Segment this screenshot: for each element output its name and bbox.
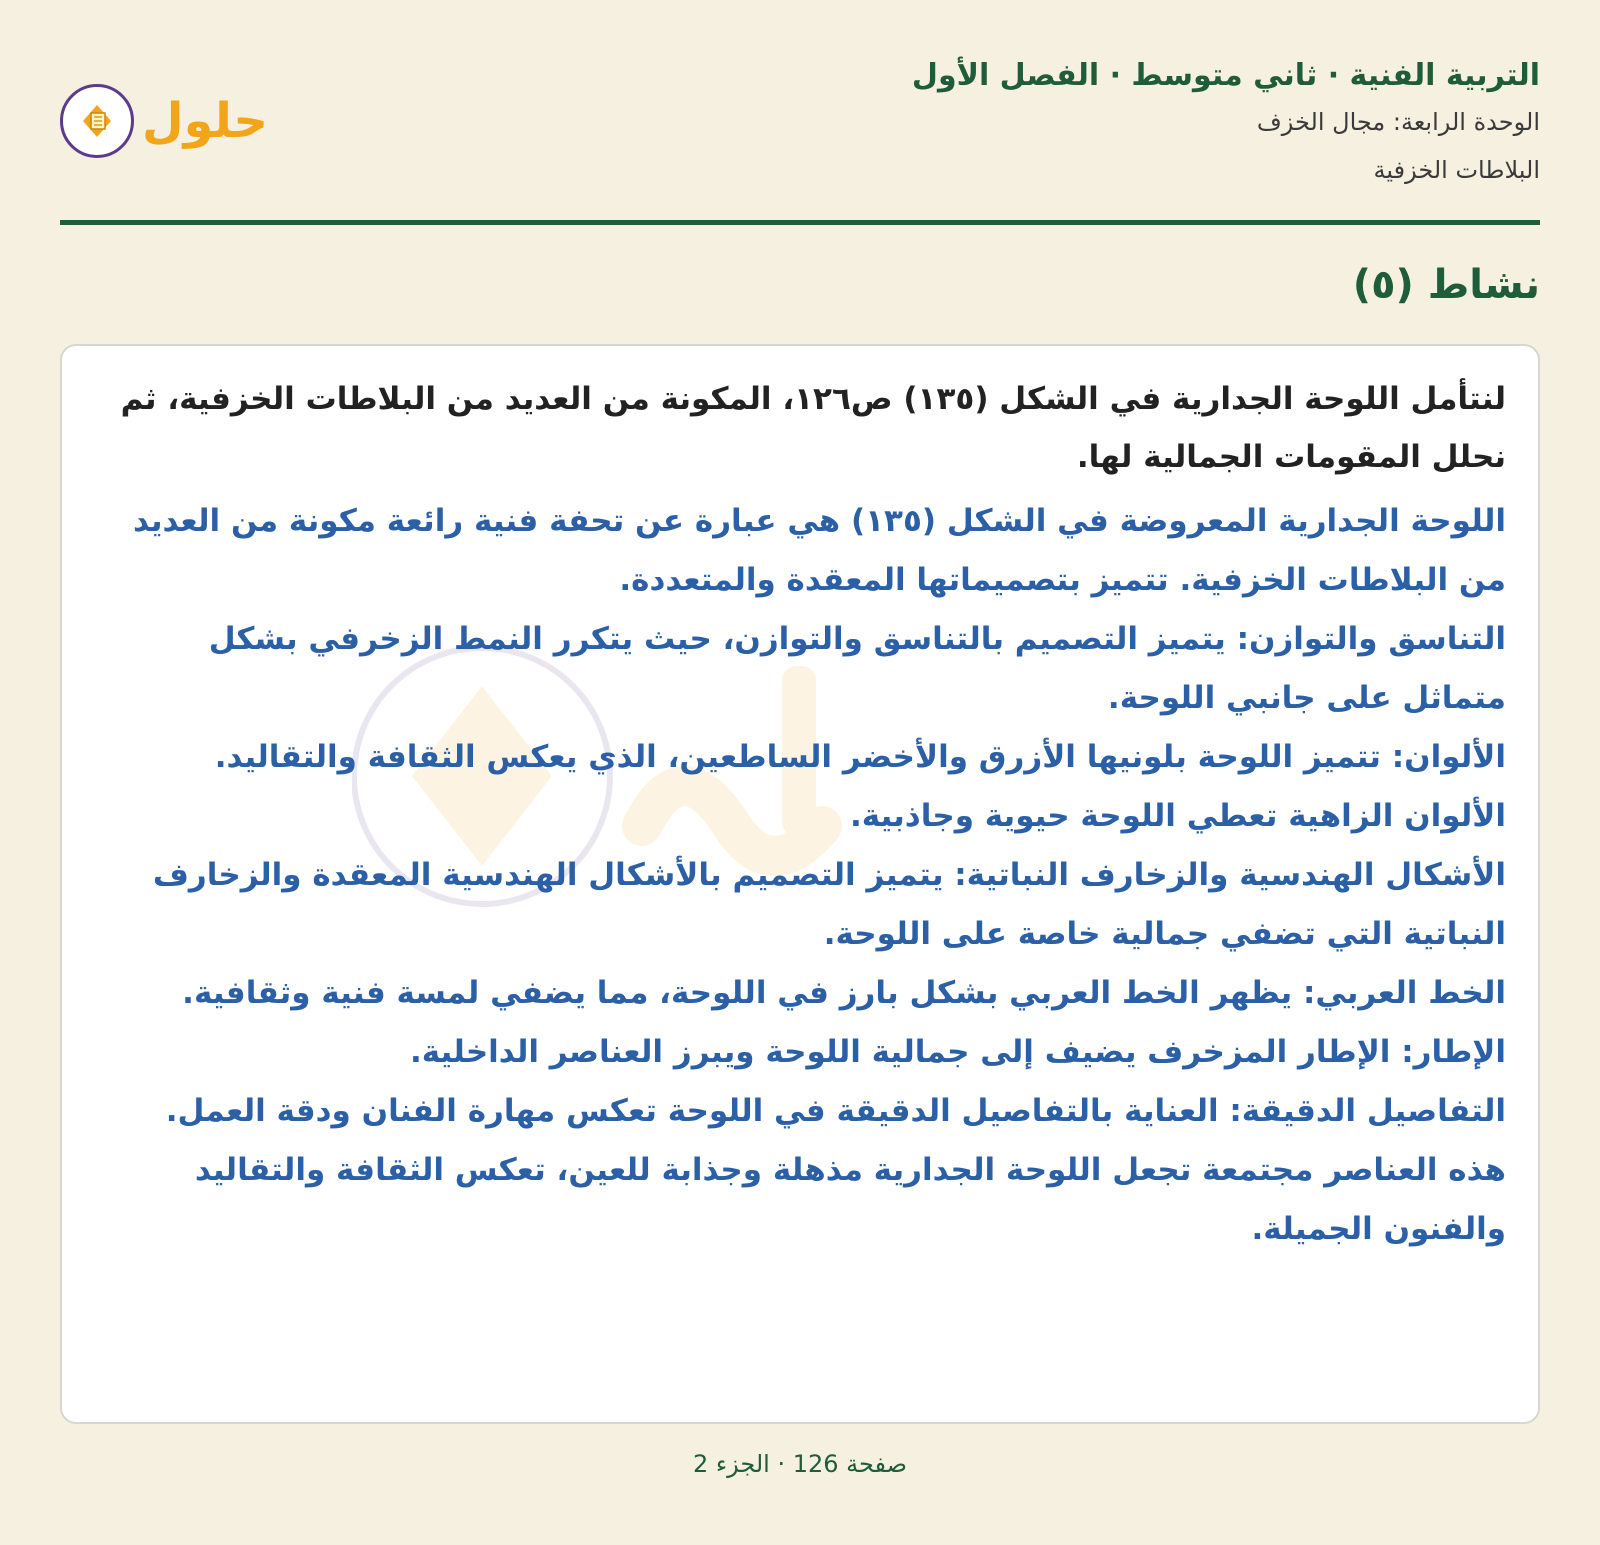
lesson-title: البلاطات الخزفية bbox=[1373, 156, 1540, 184]
answer-paragraph: اللوحة الجدارية المعروضة في الشكل (١٣٥) هي عبارة عن تحفة فنية رائعة مكونة من العديد من البلاطات الخزفية. تتميز بتصميماتها المعقدة والمتعددة. bbox=[132, 503, 1506, 598]
answer-paragraph: الخط العربي: يظهر الخط العربي بشكل بارز في اللوحة، مما يضفي لمسة فنية وثقافية. bbox=[182, 975, 1506, 1011]
site-logo[interactable] bbox=[60, 76, 280, 166]
activity-question: لنتأمل اللوحة الجدارية في الشكل (١٣٥) ص١٢٦، المكونة من العديد من البلاطات الخزفية، ثم نحلل المقومات الجمالية لها. bbox=[120, 381, 1506, 475]
course-title: التربية الفنية · ثاني متوسط · الفصل الأول bbox=[911, 58, 1540, 93]
activity-card bbox=[60, 344, 1540, 1424]
unit-title: الوحدة الرابعة: مجال الخزف bbox=[1256, 108, 1540, 136]
header-text bbox=[912, 54, 1540, 194]
answer-paragraph: الأشكال الهندسية والزخارف النباتية: يتميز التصميم بالأشكال الهندسية المعقدة والزخارف النباتية التي تضفي جمالية خاصة على اللوحة. bbox=[152, 857, 1506, 952]
book-icon bbox=[60, 84, 134, 158]
activity-content bbox=[116, 370, 1506, 1259]
activity-title: نشاط (٥) bbox=[1352, 262, 1540, 308]
logo-wordmark: حلول bbox=[142, 93, 268, 149]
answer-paragraph: الإطار: الإطار المزخرف يضيف إلى جمالية اللوحة ويبرز العناصر الداخلية. bbox=[409, 1034, 1506, 1070]
page-footer: صفحة 126 · الجزء 2 bbox=[692, 1450, 908, 1478]
answer-paragraph: هذه العناصر مجتمعة تجعل اللوحة الجدارية مذهلة وجذابة للعين، تعكس الثقافة والتقاليد والفنون الجميلة. bbox=[194, 1152, 1506, 1247]
answer-paragraph: التفاصيل الدقيقة: العناية بالتفاصيل الدقيقة في اللوحة تعكس مهارة الفنان ودقة العمل. bbox=[165, 1093, 1506, 1129]
page-header bbox=[60, 40, 1540, 225]
answer-paragraph: التناسق والتوازن: يتميز التصميم بالتناسق والتوازن، حيث يتكرر النمط الزخرفي بشكل متماثل على جانبي اللوحة. bbox=[208, 621, 1506, 716]
answer-paragraph: الألوان: تتميز اللوحة بلونيها الأزرق والأخضر الساطعين، الذي يعكس الثقافة والتقاليد. الألوان الزاهية تعطي اللوحة حيوية وجاذبية. bbox=[214, 739, 1506, 834]
activity-answer bbox=[116, 492, 1506, 1259]
